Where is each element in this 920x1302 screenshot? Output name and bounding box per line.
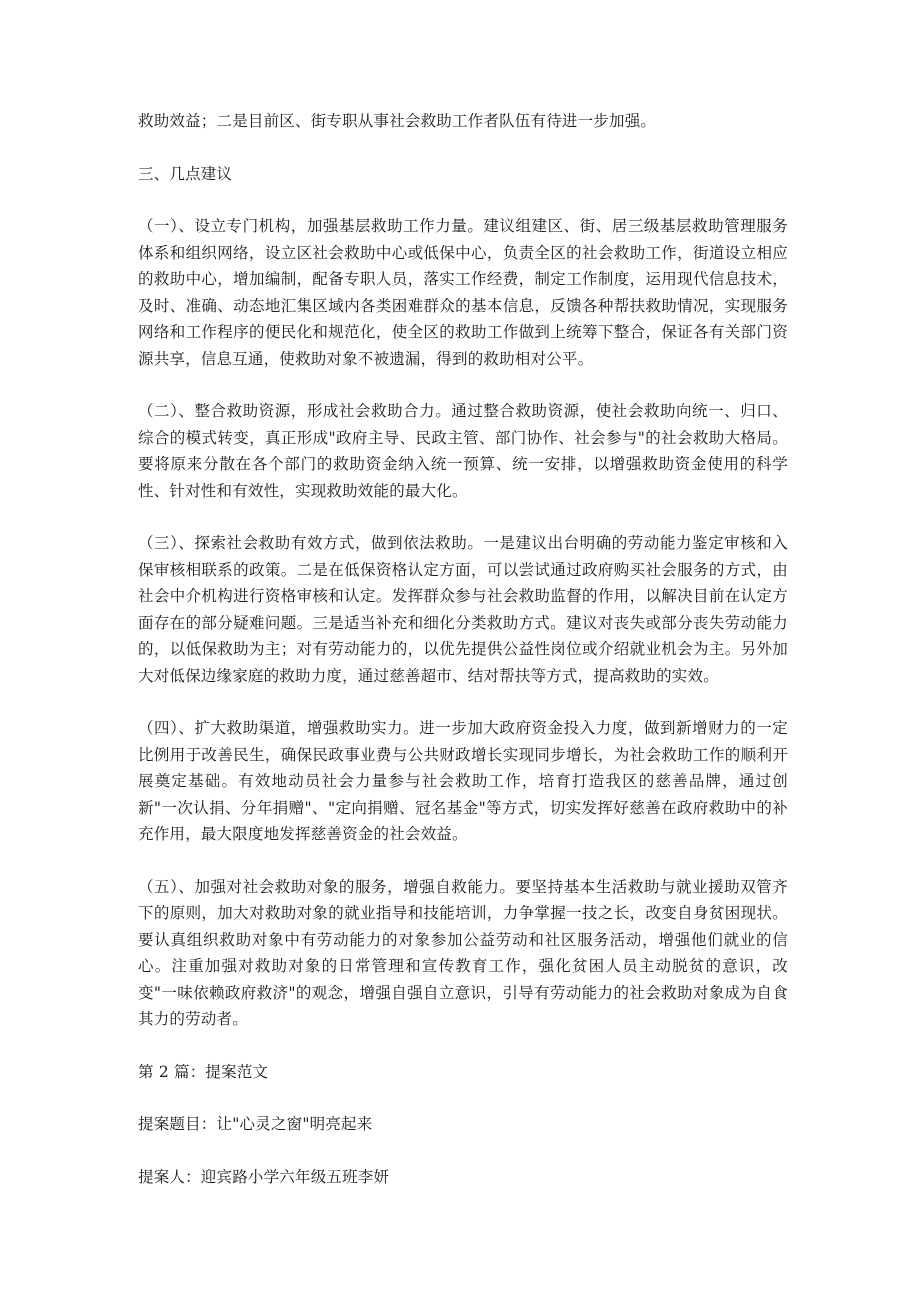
paragraph-5: （五）、加强对社会救助对象的服务，增强自救能力。要坚持基本生活救助与就业援助双管齐下的原则，加大对救助对象的就业指导和技能培训，力争掌握一技之长，改变自身贫困现状。要认真组织救助对象中有劳动能力的对象参加公益劳动和社区服务活动，增强他们就业的信心。注重加强对救助对象的日常管理和宣传教育工作，强化贫困人员主动脱贫的意识，改变"一味依赖政府救济"的观念，增强自强自立意识，引导有劳动能力的社会救助对象成为自食其力的劳动者。 <box>138 877 788 1028</box>
proposal-title: 提案题目：让"心灵之窗"明亮起来 <box>138 1115 373 1133</box>
intro-line: 救助效益；二是目前区、街专职从事社会救助工作者队伍有待进一步加强。 <box>138 112 657 130</box>
paragraph-3: （三）、探索社会救助有效方式，做到依法救助。一是建议出台明确的劳动能力鉴定审核和入保审核相联系的政策。二是在低保资格认定方面，可以尝试通过政府购买社会服务的方式，由社会中介机构进行资格审核和认定。发挥群众参与社会救助监督的作用，以解决目前在认定方面存在的部分疑难问题。三是适当补充和细化分类救助方式。建议对丧失或部分丧失劳动能力的，以低保救助为主；对有劳动能力的，以优先提供公益性岗位或介绍就业机会为主。另外加大对低保边缘家庭的救助力度，通过慈善超市、结对帮扶等方式，提高救助的实效。 <box>138 534 788 685</box>
paragraph-2: （二）、整合救助资源，形成社会救助合力。通过整合救助资源，使社会救助向统一、归口、综合的模式转变，真正形成"政府主导、民政主管、部门协作、社会参与"的社会救助大格局。要将原来分散在各个部门的救助资金纳入统一预算、统一安排，以增强救助资金使用的科学性、针对性和有效性，实现救助效能的最大化。 <box>138 402 788 500</box>
document-page <box>138 108 788 1190</box>
paragraph-4: （四）、扩大救助渠道，增强救助实力。进一步加大政府资金投入力度，做到新增财力的一定比例用于改善民生，确保民政事业费与公共财政增长实现同步增长，为社会救助工作的顺利开展奠定基础。有效地动员社会力量参与社会救助工作，培育打造我区的慈善品牌，通过创新"一次认捐、分年捐赠"、"定向捐赠、冠名基金"等方式，切实发挥好慈善在政府救助中的补充作用，最大限度地发挥慈善资金的社会效益。 <box>138 719 788 843</box>
section-title: 三、几点建议 <box>138 164 233 183</box>
part-heading: 第 2 篇：提案范文 <box>138 1062 269 1081</box>
paragraph-1: （一）、设立专门机构，加强基层救助工作力量。建议组建区、街、居三级基层救助管理服务体系和组织网络，设立区社会救助中心或低保中心，负责全区的社会救助工作，街道设立相应的救助中心，增加编制，配备专职人员，落实工作经费，制定工作制度，运用现代信息技术，及时、准确、动态地汇集区域内各类困难群众的基本信息，反馈各种帮扶救助情况，实现服务网络和工作程序的便民化和规范化，使全区的救助工作做到上统筹下整合，保证各有关部门资源共享，信息互通，使救助对象不被遗漏，得到的救助相对公平。 <box>138 217 788 368</box>
proposer: 提案人：迎宾路小学六年级五班李妍 <box>138 1167 390 1186</box>
